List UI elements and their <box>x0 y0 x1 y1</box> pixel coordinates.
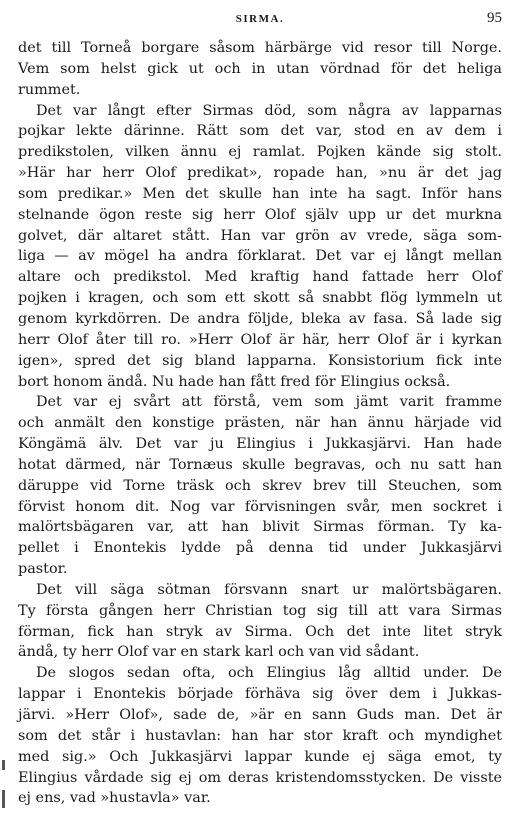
text-line: och anmält den konstige prästen, när han ännu härjade vid <box>18 415 502 432</box>
text-line: bort honom ändå. Nu hade han fått fred för Elingius också. <box>18 373 451 390</box>
text-line: liga — av mögel ha andra förklarat. Det var ej långt mellan <box>18 248 502 265</box>
text-line: ändå, ty herr Olof var en stark karl och van vid sådant. <box>18 644 420 661</box>
text-line: som predikar.» Men det skulle han inte ha sagt. Inför hans <box>18 185 502 202</box>
text-line: pojkar lekte därinne. Rätt som det var, stod en av dem i <box>18 123 502 140</box>
text-line: hotat därmed, när Tornæus skulle begravas, och nu satt han <box>18 456 502 473</box>
text-line: Det vill säga sötman försvann snart ur malörtsbägaren. <box>36 581 502 598</box>
text-line: ej ens, vad »hustavla» var. <box>18 790 211 807</box>
text-line: malörtsbägaren var, att han blivit Sirmas förman. Ty ka- <box>18 519 502 536</box>
text-line: »Här har herr Olof predikat», ropade han, »nu är det jag <box>18 165 502 182</box>
running-head <box>0 10 520 30</box>
text-line: rummet. <box>18 81 81 98</box>
text-line: pojken i kragen, och som ett skott så snabbt flög lymmeln ut <box>18 290 502 307</box>
text-line: De slogos sedan ofta, och Elingius låg alltid under. De <box>36 665 502 682</box>
text-line: stelnande ögon reste sig herr Olof själv upp ur det murkna <box>18 206 502 223</box>
margin-mark <box>2 790 5 808</box>
text-line: Elingius vårdade sig ej om deras kristendomsstycken. De visste <box>18 769 502 786</box>
text-line: järvi. »Herr Olof», sade de, »är en sann Guds man. Det är <box>18 707 502 723</box>
text-line: förvist honom dit. Nog var förvisningen svår, men sockret i <box>18 498 502 515</box>
text-line: Det var ej svårt att förstå, vem som jämt varit framme <box>36 394 502 411</box>
text-line: pellet i Enontekis lydde på denna tid under Jukkasjärvi <box>18 540 502 557</box>
text-line: golvet, där altaret stått. Han var grön av vrede, säga som- <box>18 227 502 244</box>
text-line: som det står i hustavlan: han har stor kraft och myndighet <box>18 727 502 744</box>
text-line: genom kyrkdörren. De andra följde, bleka av fasa. Så lade sig <box>18 310 502 327</box>
text-line: det till Torneå borgare såsom härbärge vid resor till Norge. <box>18 40 502 56</box>
text-line: lappar i Enontekis började förhäva sig över dem i Jukkas- <box>18 686 502 703</box>
running-title: SIRMA. <box>235 13 285 25</box>
text-line: igen», spred det sig bland lapparna. Konsistorium fick inte <box>18 352 502 369</box>
page-number: 95 <box>487 10 502 26</box>
text-line: pastor. <box>18 561 68 578</box>
text-line: Vem som helst gick ut och in utan vördnad för det heliga <box>18 60 502 77</box>
text-line: Köngämä älv. Det var ju Elingius i Jukkasjärvi. Han hade <box>18 436 502 453</box>
text-line: däruppe vid Torne träsk och skrev brev till Steuchen, som <box>18 477 502 494</box>
body-text <box>18 38 502 809</box>
margin-mark <box>2 760 5 770</box>
text-line: Det var långt efter Sirmas död, som några av lapparnas <box>36 102 502 119</box>
text-line: förman, fick han stryk av Sirma. Och det inte litet stryk <box>18 623 502 640</box>
text-line: predikstolen, vilken ännu ej ramlat. Pojken kände sig stolt. <box>18 144 502 161</box>
text-line: med sig.» Och Jukkasjärvi lappar kunde ej säga emot, ty <box>18 748 502 765</box>
text-line: herr Olof åter till ro. »Herr Olof är här, herr Olof är i kyrkan <box>18 331 502 348</box>
text-line: Ty första gången herr Christian tog sig till att vara Sirmas <box>18 602 502 619</box>
text-line: altare och predikstol. Med kraftig hand fattade herr Olof <box>18 269 502 286</box>
